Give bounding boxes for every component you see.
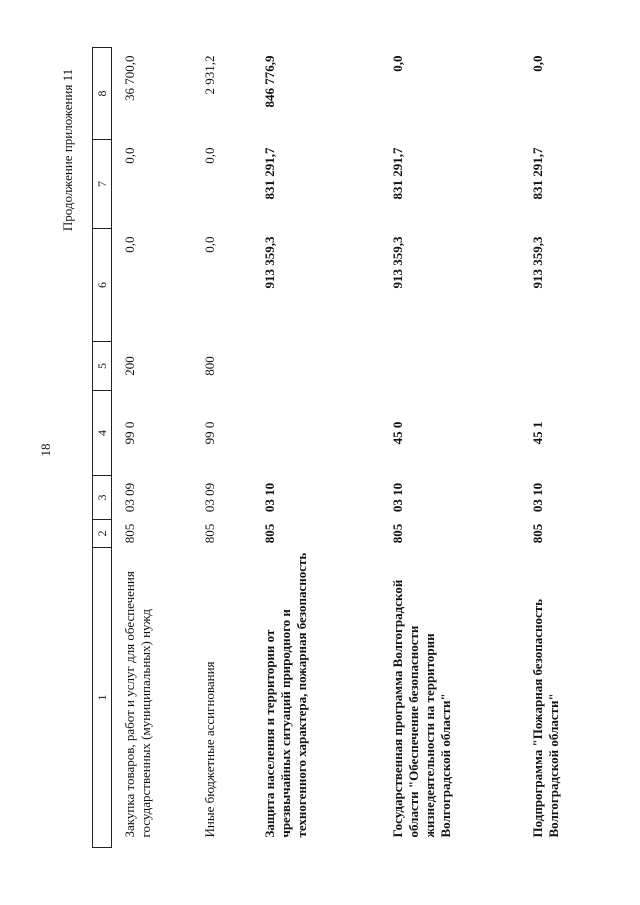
row-value-8: 0,0 [389, 55, 405, 72]
row-code: 805 [122, 523, 137, 544]
row-section: 03 10 [389, 482, 405, 513]
row-section: 03 10 [529, 482, 545, 513]
row-code: 805 [261, 523, 277, 544]
row-value-6: 913 359,3 [261, 236, 277, 289]
row-name: Иные бюджетные ассигнования [201, 661, 217, 838]
row-type [262, 342, 390, 391]
row-value-6: 0,0 [122, 236, 137, 253]
row-value-7: 831 291,7 [261, 147, 277, 200]
page-number: 18 [38, 443, 53, 457]
row-value-7: 831 291,7 [389, 147, 405, 200]
col-header-5: 5 [93, 342, 112, 391]
table-row [262, 48, 390, 848]
row-value-7: 831 291,7 [529, 147, 545, 200]
budget-table [92, 47, 600, 848]
row-value-8: 2 931,2 [201, 55, 217, 95]
table-row [112, 48, 202, 848]
row-name: Закупка товаров, работ и услуг для обеспечения государственных (муниципальных) нужд [122, 571, 153, 838]
row-section: 03 09 [201, 482, 217, 513]
row-target [262, 391, 390, 476]
col-header-6: 6 [93, 229, 112, 342]
row-value-6: 913 359,3 [389, 236, 405, 289]
row-value-7: 0,0 [201, 147, 217, 164]
table-row [202, 48, 262, 848]
table-header-row [93, 48, 112, 848]
row-target: 45 0 [389, 421, 405, 445]
row-code: 805 [201, 523, 217, 544]
row-value-8: 846 776,9 [261, 55, 277, 108]
continuation-note: Продолжение приложения 11 [60, 68, 75, 232]
col-header-2: 2 [93, 520, 112, 548]
row-target: 45 1 [529, 421, 545, 445]
row-value-6: 913 359,3 [529, 236, 545, 289]
row-target: 99 0 [201, 421, 217, 445]
row-type: 800 [201, 356, 217, 376]
row-value-7: 0,0 [122, 147, 137, 164]
row-value-8: 0,0 [529, 55, 545, 72]
row-name: Подпрограмма "Пожарная безопасность Волгоградской области" [529, 598, 561, 838]
budget-table-area [92, 48, 632, 848]
table-row [530, 48, 600, 848]
row-section: 03 10 [261, 482, 277, 513]
row-type: 200 [122, 356, 137, 376]
row-value-8: 36 700,0 [122, 55, 137, 101]
row-name: Государственная программа Волгоградской области "Обеспечение безопасности жизнедеятельности на территории Волгоградской области" [389, 579, 453, 838]
row-target: 99 0 [122, 421, 137, 445]
col-header-4: 4 [93, 391, 112, 476]
row-section: 03 09 [122, 482, 137, 513]
row-code: 805 [529, 523, 545, 544]
row-name: Защита населения и территории от чрезвычайных ситуаций природного и техногенного характера, пожарная безопасность [261, 552, 309, 838]
col-header-3: 3 [93, 476, 112, 520]
row-type [530, 342, 600, 391]
row-code: 805 [389, 523, 405, 544]
col-header-1: 1 [93, 548, 112, 848]
row-value-6: 0,0 [201, 236, 217, 253]
col-header-8: 8 [93, 48, 112, 140]
budget-table-rotated [92, 48, 632, 848]
row-type [390, 342, 530, 391]
table-row [390, 48, 530, 848]
col-header-7: 7 [93, 140, 112, 229]
